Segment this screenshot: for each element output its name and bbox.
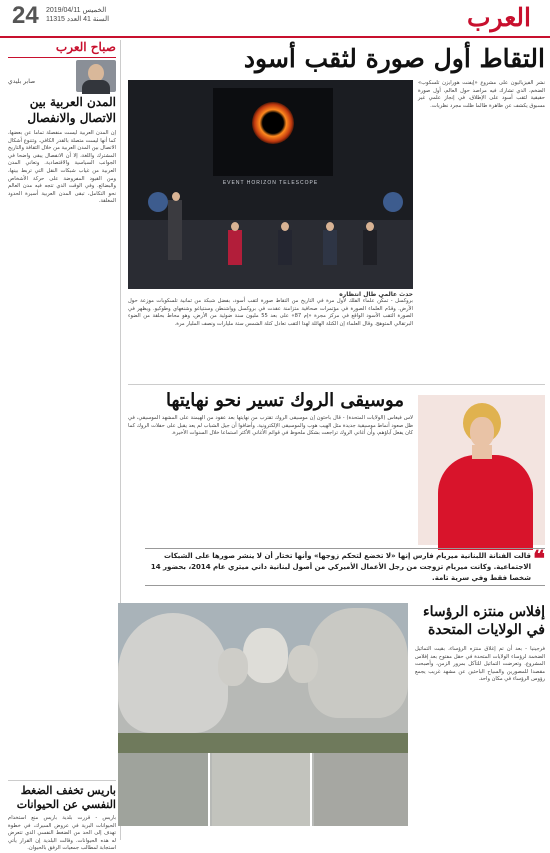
paris-headline: باريس تخفف الضغط النفسي عن الحيوانات <box>16 784 116 811</box>
black-hole-image <box>252 102 294 144</box>
paris-divider <box>8 780 116 781</box>
main-headline: التقاط أول صورة لثقب أسود <box>243 44 545 73</box>
music-headline: موسيقى الروك تسير نحو نهايتها <box>166 390 404 411</box>
presidents-headline: إفلاس منتزه الرؤساء في الولايات المتحدة <box>422 604 545 638</box>
panelist-figure <box>228 230 242 265</box>
singer-photo <box>418 395 545 545</box>
presidents-body: فرجينيا - بعد أن تم إغلاق منتزه الرؤساء، بقيت التماثيل الضخمة لرؤساء الولايات المتحدة في حقل مفتوح بعد إفلاس المشروع. وتعرضت التماثيل للتآكل بمرور الزمن، وأصبحت مقصدا للمصورين والسياح الباحثين عن مشهد غريب يجمع رؤوس الرؤساء في مكان واحد. <box>415 646 545 683</box>
date-line: الخميس 2019/04/11 <box>46 7 107 14</box>
quote-mark-icon: ❝ <box>533 546 545 572</box>
screen-text: EVENT HORIZON TELESCOPE <box>222 180 319 186</box>
main-lead: نشر الفيزيائيون على مشروع «إيفنت هورايزن تلسكوب» الضخم، الذي تشارك فيه مراصد حول العالم، أول صورة حقيقية لثقب أسود على الإطلاق، في إنجاز علمي غير مسبوق يكشف عن ظاهرة طالما ظلت مجرد نظريات. <box>418 80 545 109</box>
pull-quote: قالت الفنانة اللبنانية ميريام فارس إنها «لا تخضع لتحكم زوجها» وأنها تختار أن لا ينشر صورها على الشبكات الاجتماعية. وكانت ميريام تزوجت من رجل الأعمال الأميركي من أصول لبنانية داني ميتري عام 2014، بحضور 14 شخصا فقط وفي سرية تامة. <box>145 548 545 586</box>
column-divider <box>8 57 116 58</box>
author-avatar <box>76 60 116 92</box>
black-hole-press-photo <box>128 80 413 289</box>
photo-caption: حدث عالمي طال انتظاره <box>339 291 413 298</box>
paris-body: باريس - قررت بلدية باريس منع استخدام الحيوانات البرية في عروض السيرك، في خطوة تهدف إلى الحد من الضغط النفسي الذي تتعرض له هذه الحيوانات. وقالت البلدية إن القرار يأتي استجابة لمطالب جمعيات الرفق بالحيوان. <box>8 815 116 852</box>
main-body: بروكسل - تمكّن علماء الفلك لأول مرة في التاريخ من التقاط صورة لثقب أسود، بفضل شبكة من ثمانية تلسكوبات موزعة حول الأرض. وقدّم العلماء الصورة في مؤتمرات صحافية متزامنة عقدت في بروكسل وواشنطن وسنتياغو وشنغهاي وطوكيو. ويظهر في الصورة الثقب الأسود الواقع في مركز مجرة «إم 87» على بعد 55 مليون سنة ضوئية من الأرض، وهو محاط بحلقة من الضوء البرتقالي المتوهج. وقال العلماء إن الكتلة الهائلة لهذا الثقب تعادل كتلة الشمس ستة مليارات ونصف المليار مرة. <box>128 298 413 327</box>
column-body: إن المدن العربية ليست منفصلة تماما عن بعضها، كما أنها ليست متصلة بالقدر الكافي. وتتنوع أشكال الاتصال بين المدن العربية من خلال الثقافة والتاريخ المشترك واللغة، إلا أن الانفصال يبقى واضحا في الجوانب السياسية والاقتصادية. وتعاني المدن العربية من غياب شبكات النقل التي تربط بينها، ومن القيود المفروضة على حركة الأشخاص والبضائع. وفي الوقت الذي تتجه فيه مدن العالم نحو التكامل، تبقى المدن العربية أسيرة الحدود المغلقة. <box>8 130 116 205</box>
column-section-title: صباح العرب <box>55 40 116 54</box>
section-divider <box>128 384 545 385</box>
music-body: لاس فيغاس (الولايات المتحدة) - قال باحثون إن موسيقى الروك تقترب من نهايتها بعد عقود من الهيمنة على المشهد الموسيقي، في ظل صعود أنماط موسيقية جديدة مثل الهيب هوب والموسيقى الإلكترونية. وأضافوا أن جيل الشباب لم يعد يقبل على حفلات الروك كما كان يفعل آباؤهم، وأن أغاني الروك تراجعت بشكل ملحوظ في قوائم الأغاني الأكثر استماعا خلال السنوات الأخيرة. <box>128 415 413 437</box>
page-number: 24 <box>12 2 39 29</box>
panelist-figure <box>363 230 377 265</box>
panelist-figure <box>323 230 337 265</box>
author-name: صابر بليدي <box>8 78 36 85</box>
podium-logo <box>148 192 168 212</box>
speaker-figure <box>168 200 182 260</box>
panelist-figure <box>278 230 292 265</box>
column-headline: المدن العربية بين الاتصال والانفصال <box>27 95 116 125</box>
presidents-statues-photo <box>118 603 408 826</box>
newspaper-logo: العرب <box>467 3 531 32</box>
podium-logo <box>383 192 403 212</box>
issue-date <box>46 6 109 24</box>
issue-line: السنة 41 العدد 11315 <box>46 16 110 23</box>
